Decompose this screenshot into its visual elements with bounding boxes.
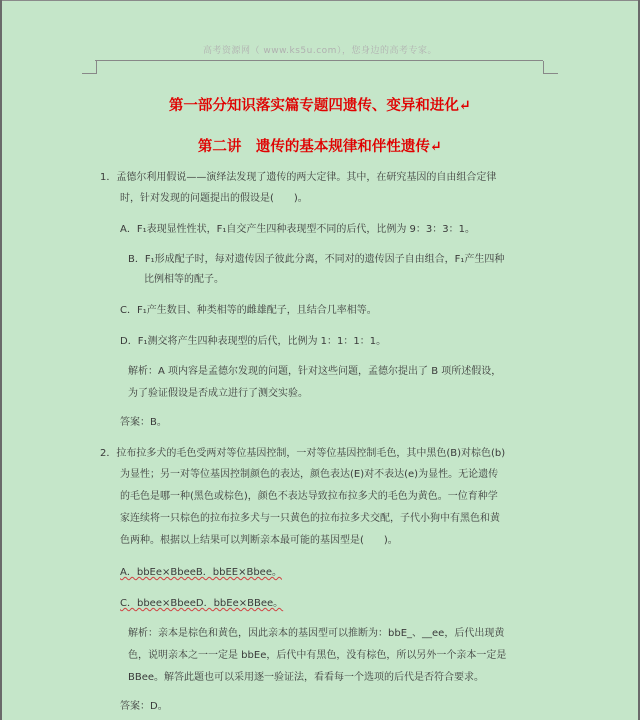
page-frame-top xyxy=(0,0,640,1)
q2-stem-line-4: 家连续将一只棕色的拉布拉多犬与一只黄色的拉布拉多犬交配，子代小狗中有黑色和黄 xyxy=(120,513,500,524)
q1-stem-line-2: 时，针对发现的问题提出的假设是( )。 xyxy=(120,193,308,204)
q2-explanation-line-3: BBee。解答此题也可以采用逐一验证法，看看每一个选项的后代是否符合要求。 xyxy=(128,672,485,683)
lecture-title: 第二讲 遗传的基本规律和伴性遗传↵ xyxy=(197,138,443,155)
q2-explanation-line-2: 色，说明亲本之一一定是 bbEe，后代中有黑色，没有棕色，所以另外一个亲本一定是 xyxy=(128,650,507,661)
q2-explanation-line-1: 解析：亲本是棕色和黄色，因此亲本的基因型可以推断为：bbE_、__ee，后代出现黄 xyxy=(128,628,505,639)
q2-stem-line-3: 的毛色是哪一种(黑色或棕色)，颜色不表达导致拉布拉多犬的毛色为黄色。一位育种学 xyxy=(120,491,498,502)
q1-answer: 答案：B。 xyxy=(120,417,167,428)
q1-option-d: D．F₁测交将产生四种表现型的后代，比例为 1：1：1：1。 xyxy=(120,336,387,347)
document-title: 第一部分知识落实篇专题四遗传、变异和进化↵ xyxy=(168,97,472,114)
page-header-text: 高考资源网（ www.ks5u.com），您身边的高考专家。 xyxy=(203,46,437,56)
q1-explanation-line-2: 为了验证假设是否成立进行了测交实验。 xyxy=(128,388,308,399)
q2-options-c-d: C．bbee×BbeeD．bbEe×BBee。 xyxy=(120,598,284,609)
q1-option-a: A．F₁表现显性性状，F₁自交产生四种表现型不同的后代，比例为 9：3：3：1。 xyxy=(120,224,475,235)
q2-options-a-b: A．bbEe×BbeeB．bbEE×Bbee。 xyxy=(120,567,282,578)
q1-explanation-line-1: 解析：A 项内容是孟德尔发现的问题，针对这些问题，孟德尔提出了 B 项所述假设， xyxy=(128,366,502,377)
crop-mark-right xyxy=(543,61,558,74)
q2-answer: 答案：D。 xyxy=(120,701,168,712)
q1-option-b-line-2: 比例相等的配子。 xyxy=(144,274,224,285)
q2-stem-line-1: 2．拉布拉多犬的毛色受两对等位基因控制，一对等位基因控制毛色，其中黑色(B)对棕色(b) xyxy=(100,448,506,459)
q1-stem-line-1: 1．孟德尔利用假说——演绎法发现了遗传的两大定律。其中，在研究基因的自由组合定律 xyxy=(100,172,497,183)
q2-stem-line-5: 色两种。根据以上结果可以判断亲本最可能的基因型是( )。 xyxy=(120,535,398,546)
q2-stem-line-2: 为显性；另一对等位基因控制颜色的表达，颜色表达(E)对不表达(e)为显性。无论遗传 xyxy=(120,469,499,480)
header-rule xyxy=(95,60,543,61)
crop-mark-left xyxy=(82,61,97,74)
q1-option-c: C．F₁产生数目、种类相等的雌雄配子，且结合几率相等。 xyxy=(120,305,377,316)
q1-option-b-line-1: B．F₁形成配子时，每对遗传因子彼此分离，不同对的遗传因子自由组合，F₁产生四种 xyxy=(128,254,505,265)
